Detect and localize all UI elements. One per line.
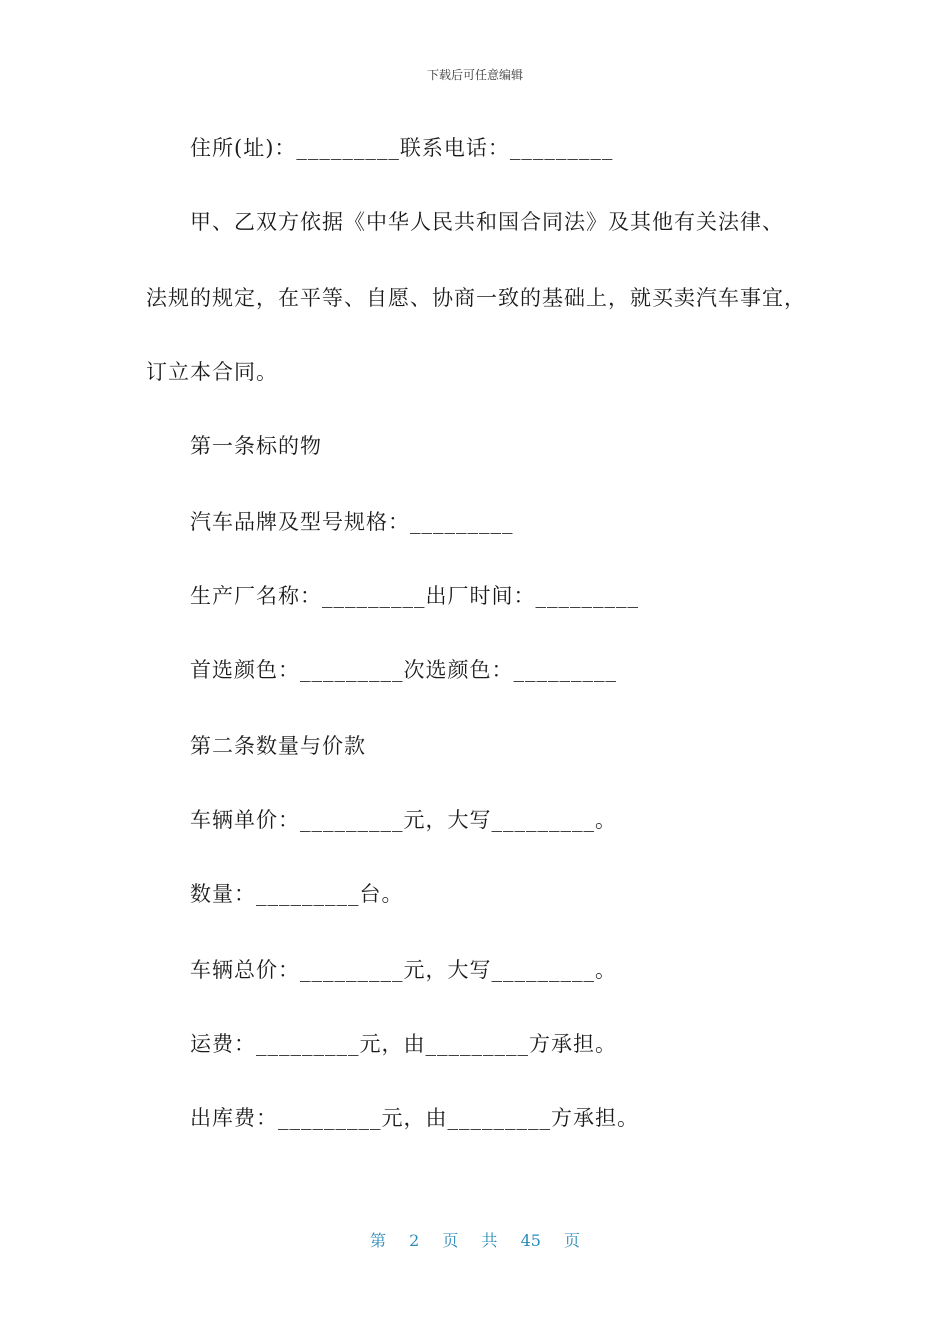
outbound-fee-line: 出库费：_________元，由_________方承担。 — [190, 1106, 639, 1130]
page-number-footer — [0, 1228, 950, 1251]
quantity-line: 数量：_________台。 — [190, 882, 404, 906]
preamble-line-2: 法规的规定，在平等、自愿、协商一致的基础上，就买卖汽车事宜， — [146, 286, 806, 310]
page-total: 45 — [520, 1231, 541, 1250]
total-price-line: 车辆总价：_________元，大写_________。 — [190, 958, 617, 982]
car-brand-model-line: 汽车品牌及型号规格：_________ — [190, 510, 514, 534]
total-unit: 页 — [564, 1231, 581, 1250]
preamble-line-1: 甲、乙双方依据《中华人民共和国合同法》及其他有关法律、 — [190, 210, 784, 234]
page-word: 第 — [369, 1231, 386, 1250]
total-word: 共 — [481, 1231, 498, 1250]
unit-price-line: 车辆单价：_________元，大写_________。 — [190, 808, 617, 832]
freight-line: 运费：_________元，由_________方承担。 — [190, 1032, 617, 1056]
article-1-heading: 第一条标的物 — [190, 434, 322, 458]
address-phone-line: 住所(址)：_________联系电话：_________ — [190, 136, 614, 160]
page-current: 2 — [409, 1231, 420, 1250]
page-header-note: 下载后可任意编辑 — [426, 68, 523, 82]
manufacturer-date-line: 生产厂名称：_________出厂时间：_________ — [190, 584, 639, 608]
color-preference-line: 首选颜色：_________次选颜色：_________ — [190, 658, 617, 682]
page-unit: 页 — [442, 1231, 459, 1250]
preamble-line-3: 订立本合同。 — [146, 360, 278, 384]
article-2-heading: 第二条数量与价款 — [190, 734, 366, 758]
